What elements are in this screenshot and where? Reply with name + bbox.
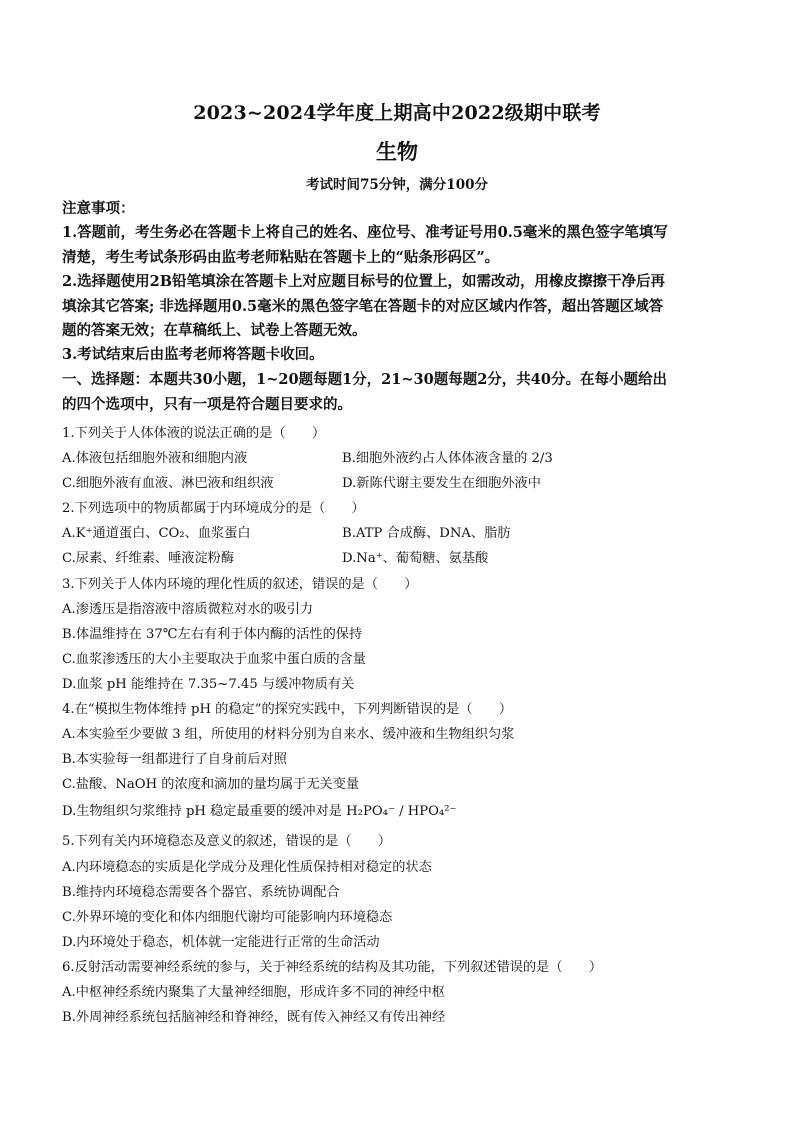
option-a: A.渗透压是指溶液中溶质微粒对水的吸引力	[62, 601, 314, 617]
option-a: A.体液包括细胞外液和细胞内液	[62, 451, 248, 467]
option-c: C.外界环境的变化和体内细胞代谢均可能影响内环境稳态	[62, 909, 393, 925]
question-stem-1: 1.下列关于人体体液的说法正确的是（ ）	[62, 426, 326, 441]
option-d: D.Na⁺、葡萄糖、氨基酸	[342, 551, 489, 567]
option-c: C.盐酸、NaOH 的浓度和滴加的量均属于无关变量	[62, 777, 360, 793]
option-d: D.内环境处于稳态，机体就一定能进行正常的生命活动	[62, 934, 380, 950]
notice-line: 清楚，考生考试条形码由监考老师粘贴在答题卡上的“贴条形码区”。	[62, 248, 500, 266]
option-a: A.中枢神经系统内聚集了大量神经细胞，形成许多不同的神经中枢	[62, 984, 445, 1000]
notice-heading: 注意事项：	[62, 200, 135, 217]
option-row	[62, 546, 734, 571]
option-c: C.细胞外液有血液、淋巴液和组织液	[62, 476, 274, 492]
question-stem-6: 6.反射活动需要神经系统的参与，关于神经系统的结构及其功能，下列叙述错误的是（ ）	[62, 959, 603, 975]
question-list	[62, 421, 734, 1030]
notice-block	[62, 197, 734, 368]
question-stem-4: 4.在“模拟生物体维持 pH 的稳定”的探究实践中，下列判断错误的是（ ）	[62, 702, 513, 718]
question-stem-3: 3.下列关于人体内环境的理化性质的叙述，错误的是（ ）	[62, 576, 418, 592]
option-row	[62, 471, 734, 496]
question-stem-2: 2.下列选项中的物质都属于内环境成分的是（ ）	[62, 501, 365, 517]
question-stem-5: 5.下列有关内环境稳态及意义的叙述，错误的是（ ）	[62, 834, 392, 850]
exam-subject: 生物	[376, 139, 418, 164]
section-heading	[62, 368, 738, 417]
exam-meta: 考试时间75分钟，满分100分	[306, 177, 488, 193]
notice-line: 2.选择题使用2B铅笔填涂在答题卡上对应题目标号的位置上，如需改动，用橡皮擦擦干净后再	[62, 273, 665, 291]
option-row	[62, 521, 734, 546]
option-d: D.生物组织匀浆维持 pH 稳定最重要的缓冲对是 H₂PO₄⁻ / HPO₄²⁻	[62, 804, 457, 820]
option-b: B.本实验每一组都进行了自身前后对照	[62, 752, 287, 768]
option-c: C.尿素、纤维素、唾液淀粉酶	[62, 551, 235, 567]
option-b: B.外周神经系统包括脑神经和脊神经，既有传入神经又有传出神经	[62, 1010, 446, 1026]
exam-title: 2023~2024学年度上期高中2022级期中联考	[193, 102, 601, 124]
option-a: A.K⁺通道蛋白、CO₂、血浆蛋白	[62, 526, 251, 542]
option-b: B.维持内环境稳态需要各个器官、系统协调配合	[62, 884, 340, 900]
section-line: 的四个选项中，只有一项是符合题目要求的。	[62, 395, 352, 413]
option-a: A.本实验至少要做 3 组，所使用的材料分别为自来水、缓冲液和生物组织匀浆	[62, 727, 515, 743]
option-b: B.细胞外液约占人体体液含量的 2/3	[342, 451, 553, 467]
option-a: A.内环境稳态的实质是化学成分及理化性质保持相对稳定的状态	[62, 859, 432, 875]
option-d: D.新陈代谢主要发生在细胞外液中	[342, 476, 541, 492]
option-b: B.ATP 合成酶、DNA、脂肪	[342, 526, 511, 542]
notice-line: 填涂其它答案; 非选择题用0.5毫米的黑色签字笔在答题卡的对应区域内作答，超出答题区域答	[62, 297, 664, 315]
notice-line: 3.考试结束后由监考老师将答题卡收回。	[62, 346, 324, 364]
section-line: 一、选择题：本题共30小题，1~20题每题1分，21~30题每题2分，共40分。在每小题给出	[62, 371, 667, 388]
notice-line: 题的答案无效；在草稿纸上、试卷上答题无效。	[62, 322, 367, 340]
option-b: B.体温维持在 37℃左右有利于体内酶的活性的保持	[62, 626, 363, 642]
option-c: C.血浆渗透压的大小主要取决于血浆中蛋白质的含量	[62, 651, 366, 667]
option-d: D.血浆 pH 能维持在 7.35~7.45 与缓冲物质有关	[62, 676, 355, 692]
notice-line: 1.答题前，考生务必在答题卡上将自己的姓名、座位号、准考证号用0.5毫米的黑色签字笔填写	[62, 224, 668, 242]
option-row	[62, 446, 734, 471]
